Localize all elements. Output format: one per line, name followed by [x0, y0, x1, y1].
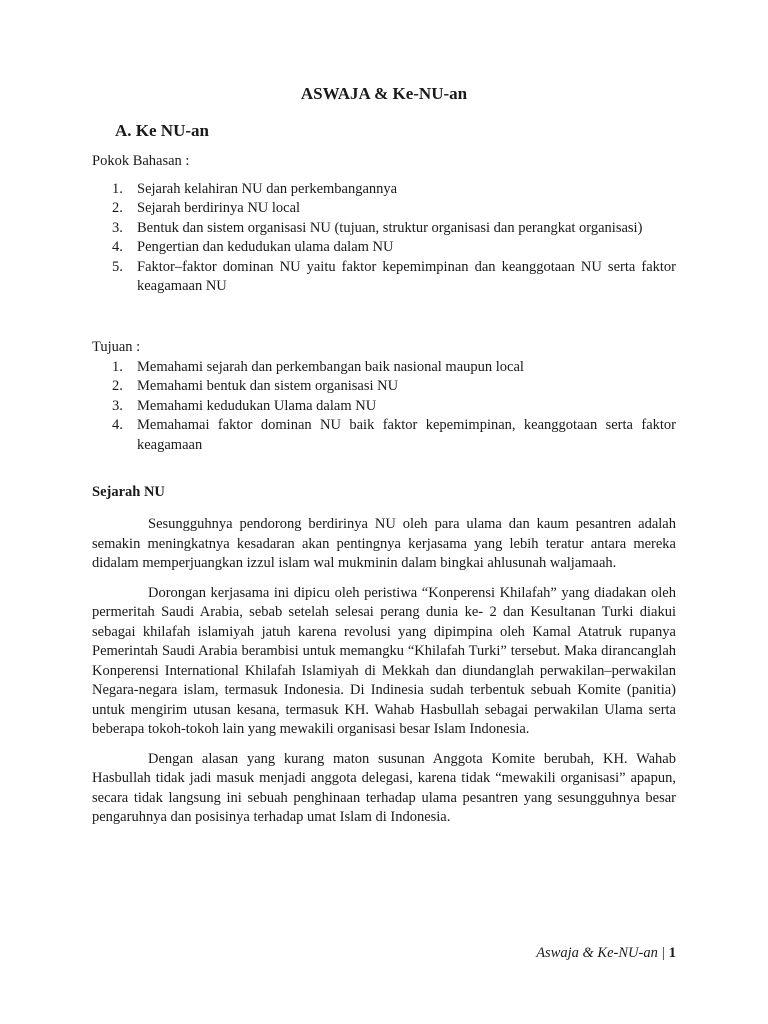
sejarah-heading: Sejarah NU	[92, 484, 165, 500]
list-item: 4. Memahamai faktor dominan NU baik faktor kepemimpinan, keanggotaan serta faktor keagamaan	[112, 417, 676, 453]
list-item: 1. Memahami sejarah dan perkembangan baik nasional maupun local	[112, 358, 524, 375]
paragraph: Dorongan kerjasama ini dipicu oleh peristiwa “Konperensi Khilafah” yang diadakan oleh permeritah Saudi Arabia, sebab setelah selesai perang dunia ke- 2 dan Kesultanan Turki diakui sebagai khilafah islamiyah jatuh karena revolusi yang dipimpina oleh Kamal Atatruk rupanya Pemerintah Saudi Arabia berambisi untuk memangku “Khilafah Turki” tersebut. Maka dirancanglah Konperensi International Khilafah Islamiyah di Mekkah dan diundanglah perwakilan–perwakilan Negara-negara islam, termasuk Indonesia. Di Indinesia sudah terbentuk sebuah Komite (panitia) untuk mengirim utusan kesana, termasuk KH. Wahab Hasbullah sebagai perwakilan Ulama serta beberapa tokoh-tokoh lain yang mewakili organisasi besar Islam Indonesia.	[92, 584, 676, 737]
page-footer	[536, 945, 676, 962]
page-title: ASWAJA & Ke-NU-an	[300, 84, 468, 103]
list-item: 3. Memahami kedudukan Ulama dalam NU	[112, 397, 377, 414]
sejarah-body	[92, 515, 676, 838]
tujuan-label: Tujuan :	[92, 339, 141, 355]
tujuan-block	[92, 338, 676, 455]
footer-separator: |	[661, 945, 665, 961]
page-number: 1	[668, 945, 676, 961]
pokok-bahasan-block	[92, 152, 676, 297]
list-item: 2. Memahami bentuk dan sistem organisasi NU	[112, 378, 399, 394]
pokok-bahasan-list	[92, 180, 676, 297]
paragraph: Sesungguhnya pendorong berdirinya NU oleh para ulama dan kaum pesantren adalah semakin meningkatnya kesadaran akan pentingnya kerjasama yang lebih teratur antara mereka didalam memperjuangkan izzul islam wal mukminin dalam bingkai ahlusunah waljamaah.	[92, 516, 676, 571]
paragraph: Dengan alasan yang kurang maton susunan Anggota Komite berubah, KH. Wahab Hasbullah tidak jadi masuk menjadi anggota delegasi, karena tidak “mewakili organisasi” apapun, secara tidak langsung ini sebuah penghinaan terhadap ulama pesantren yang sesungguhnya besar pengaruhnya dan posisinya terhadap umat Islam di Indonesia.	[92, 750, 676, 825]
list-item: 1. Sejarah kelahiran NU dan perkembangannya	[112, 180, 398, 197]
section-heading: A. Ke NU-an	[115, 121, 209, 140]
tujuan-list	[92, 358, 676, 456]
footer-running-title: Aswaja & Ke-NU-an	[536, 945, 658, 961]
list-item: 4. Pengertian dan kedudukan ulama dalam NU	[112, 239, 394, 255]
list-item: 3. Bentuk dan sistem organisasi NU (tujuan, struktur organisasi dan perangkat organisasi)	[112, 219, 643, 236]
list-item: 2. Sejarah berdirinya NU local	[112, 200, 301, 216]
pokok-bahasan-label: Pokok Bahasan :	[92, 153, 190, 169]
list-item: 5. Faktor–faktor dominan NU yaitu faktor kepemimpinan dan keanggotaan NU serta faktor keagamaan NU	[112, 258, 676, 294]
